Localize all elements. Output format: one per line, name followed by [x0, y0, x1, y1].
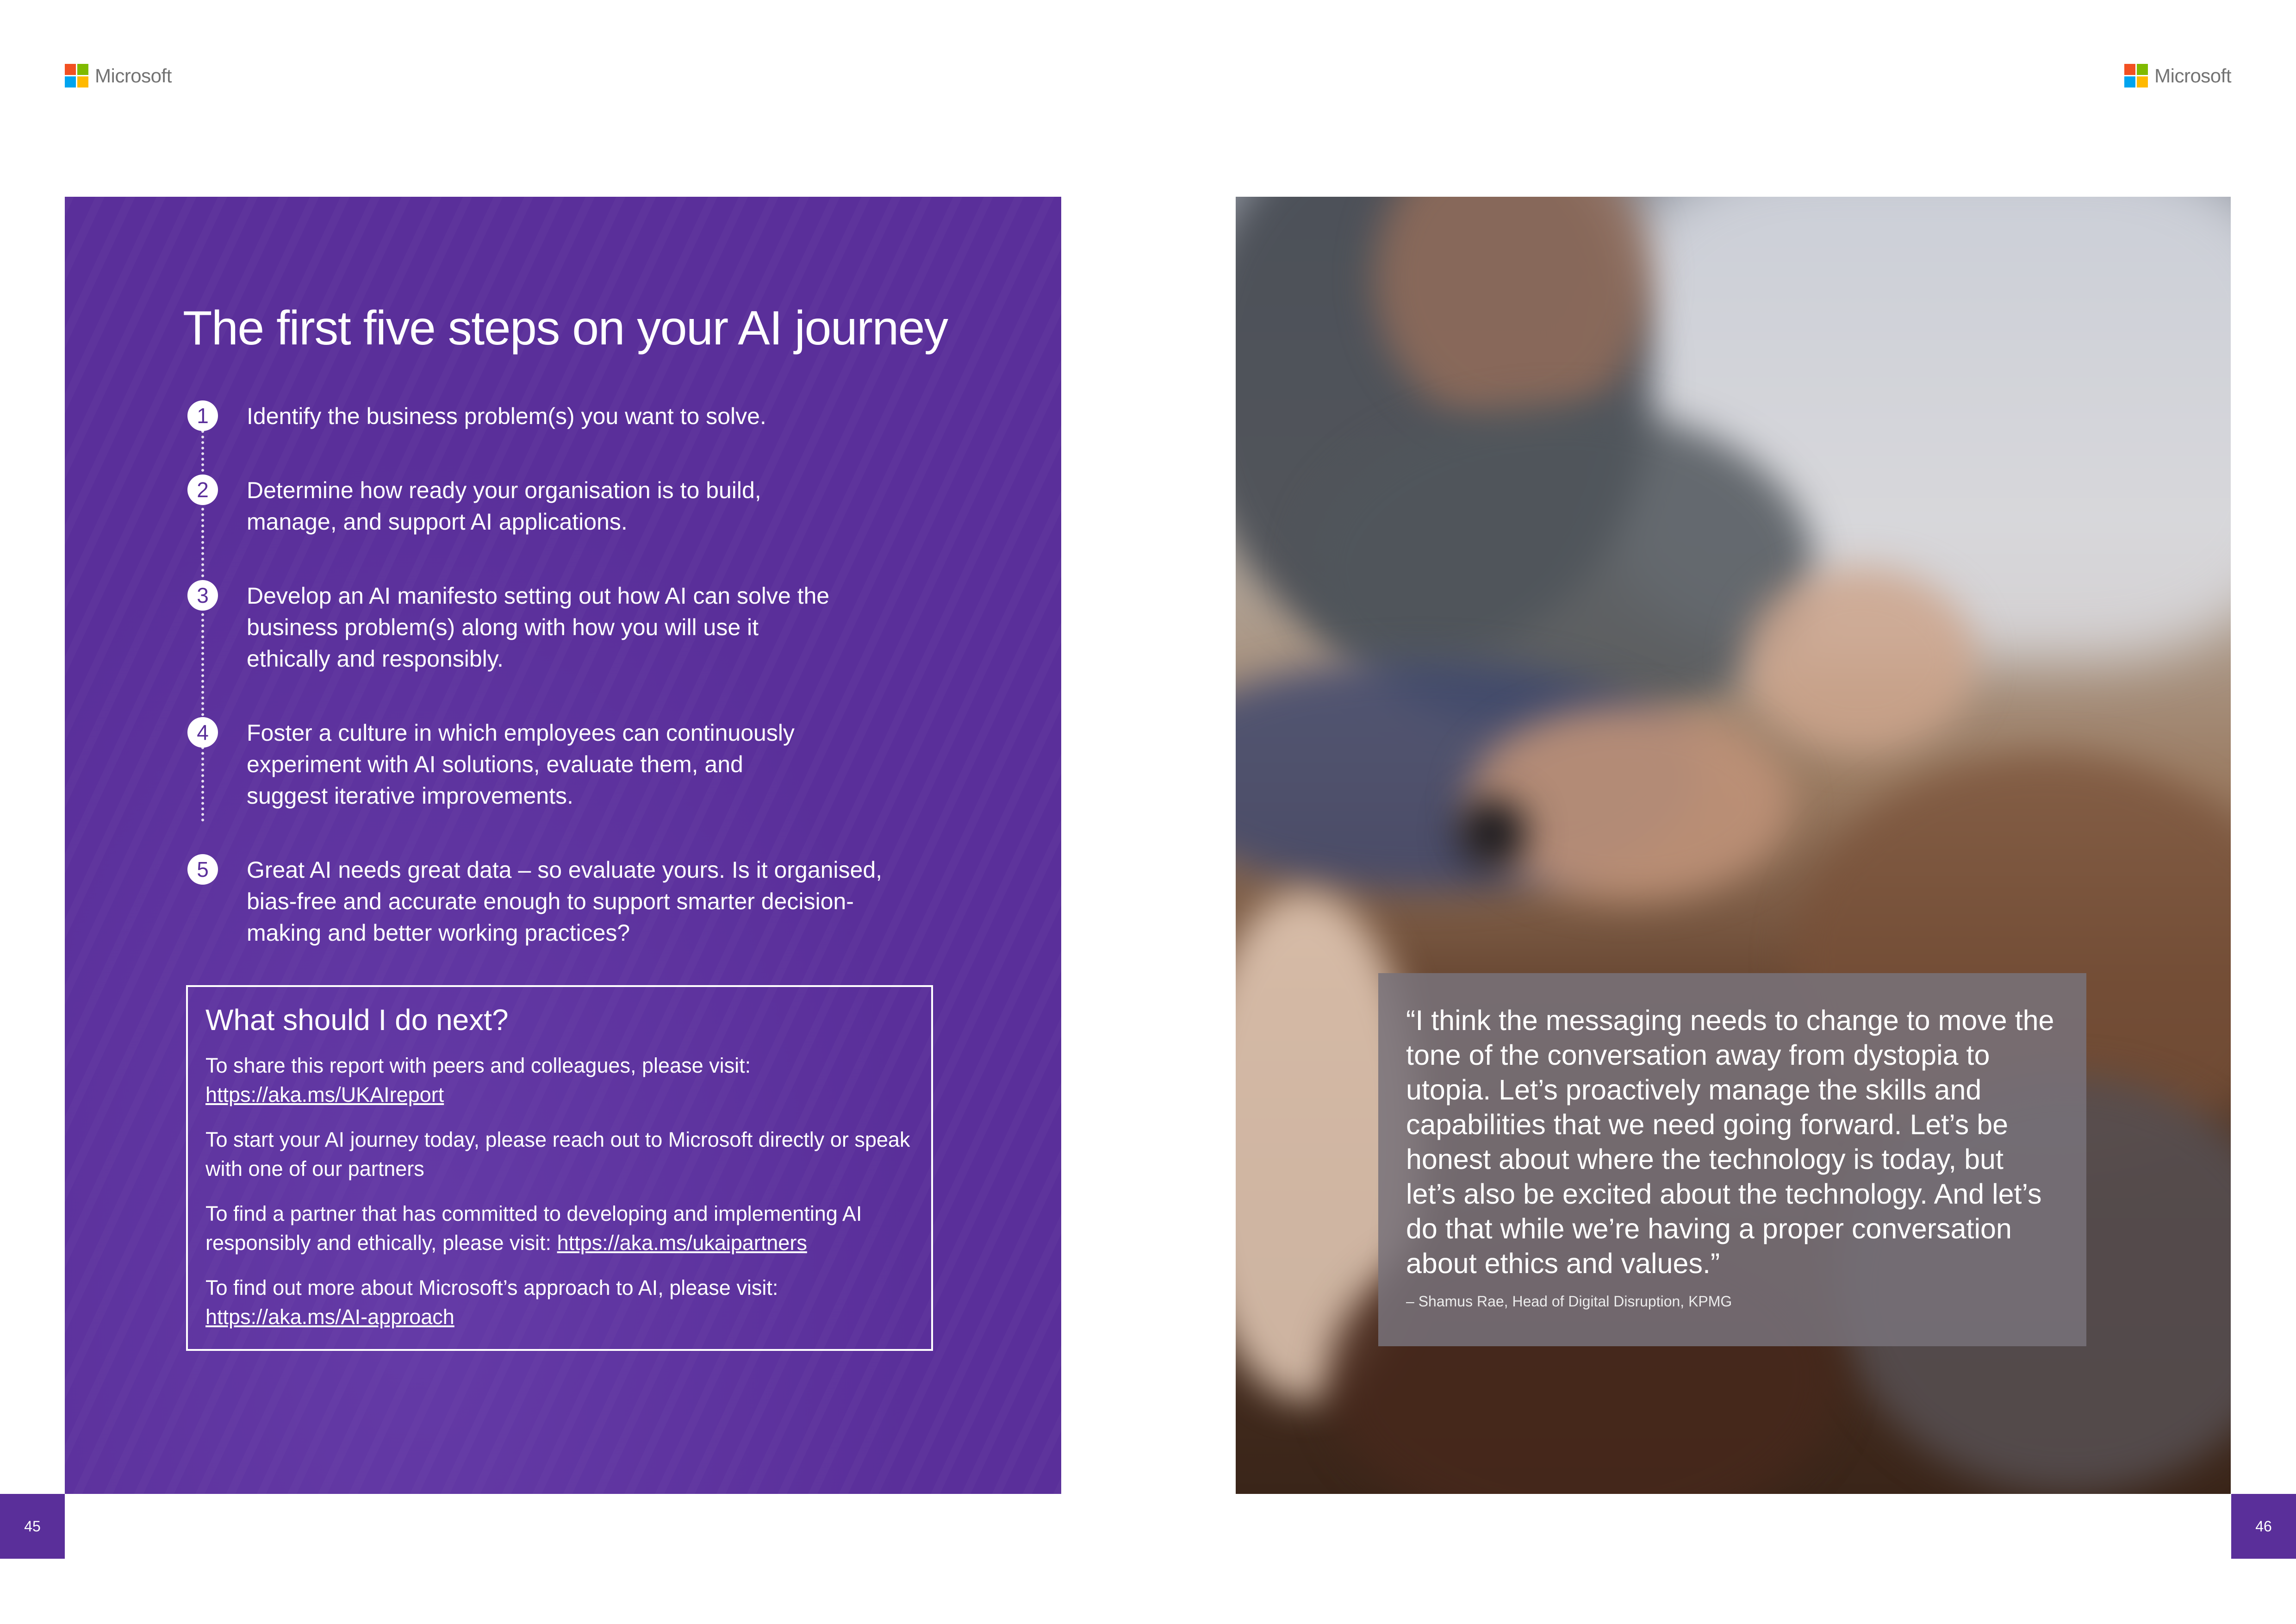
step-number-badge: 5 — [187, 854, 218, 885]
step-item — [187, 854, 974, 949]
step-item — [187, 475, 974, 537]
approach-text: To find out more about Microsoft’s approach to AI, please visit: — [205, 1276, 778, 1299]
partners-link[interactable]: https://aka.ms/ukaipartners — [557, 1231, 807, 1255]
share-text: To share this report with peers and colleagues, please visit: — [205, 1054, 751, 1077]
step-number-badge: 1 — [187, 400, 218, 431]
step-text: Foster a culture in which employees can continuously experiment with AI solutions, evaluate them, and suggest iterative improvements. — [247, 720, 795, 809]
microsoft-logo-right — [2124, 64, 2231, 87]
quote-box — [1378, 973, 2086, 1346]
step-item — [187, 717, 974, 812]
step-item — [187, 580, 974, 675]
microsoft-logo-icon — [65, 64, 88, 87]
approach-paragraph — [205, 1273, 914, 1331]
start-paragraph: To start your AI journey today, please reach out to Microsoft directly or speak with one of our partners — [205, 1128, 910, 1181]
next-steps-title: What should I do next? — [205, 1003, 509, 1037]
partner-paragraph — [205, 1199, 914, 1257]
step-number-badge: 3 — [187, 580, 218, 611]
quote-attribution: – Shamus Rae, Head of Digital Disruption, KPMG — [1406, 1293, 1732, 1310]
step-text: Identify the business problem(s) you want to solve. — [247, 403, 766, 429]
next-steps-box — [186, 985, 933, 1351]
steps-list — [187, 400, 974, 991]
quote-text: “I think the messaging needs to change to move the tone of the conversation away from dystopia to utopia. Let’s proactively manage the skills and capabilities that we need going forward. Let’s be honest about where the technology is today, but let’s also be excited about the technology. And let’s do that while we’re having a proper conversation about ethics and values.” — [1406, 1005, 2054, 1279]
step-text: Great AI needs great data – so evaluate yours. Is it organised, bias-free and accurate enough to support smarter decision-making and better working practices? — [247, 857, 883, 946]
microsoft-logo-left — [65, 64, 172, 87]
microsoft-wordmark: Microsoft — [95, 64, 172, 87]
step-number-badge: 4 — [187, 717, 218, 748]
microsoft-wordmark: Microsoft — [2154, 64, 2231, 87]
step-text: Develop an AI manifesto setting out how AI can solve the business problem(s) along with how you will use it ethically and responsibly. — [247, 583, 830, 672]
step-item — [187, 400, 974, 432]
page-number-right: 46 — [2231, 1494, 2296, 1559]
page-title: The first five steps on your AI journey — [183, 301, 948, 355]
step-number-badge: 2 — [187, 475, 218, 505]
share-report-link[interactable]: https://aka.ms/UKAIreport — [205, 1083, 444, 1106]
steps-panel — [65, 197, 1061, 1494]
share-paragraph — [205, 1051, 914, 1109]
microsoft-logo-icon — [2124, 64, 2148, 87]
step-text: Determine how ready your organisation is to build, manage, and support AI applications. — [247, 477, 761, 535]
page-number-left: 45 — [0, 1494, 65, 1559]
approach-link[interactable]: https://aka.ms/AI-approach — [205, 1305, 454, 1329]
partner-text: To find a partner that has committed to developing and implementing AI responsibly and ethically, please visit: — [205, 1202, 862, 1255]
